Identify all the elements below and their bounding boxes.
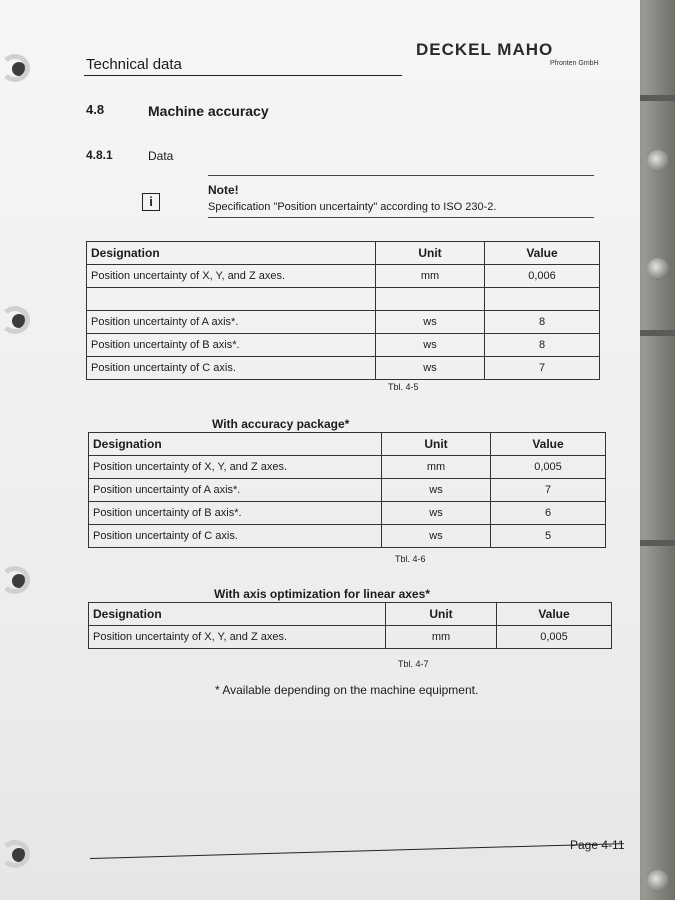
accuracy-table-package — [88, 432, 606, 548]
table-row — [89, 525, 606, 548]
value-cell: 6 — [491, 502, 606, 525]
accuracy-table-optimization — [88, 602, 612, 649]
designation-cell: Position uncertainty of C axis. — [87, 357, 376, 380]
designation-cell: Position uncertainty of B axis*. — [89, 502, 382, 525]
note-text: Specification "Position uncertainty" according to ISO 230-2. — [208, 201, 497, 213]
unit-cell — [376, 288, 485, 311]
unit-cell: ws — [382, 502, 491, 525]
unit-cell: mm — [376, 265, 485, 288]
table-row — [87, 334, 600, 357]
column-header: Unit — [376, 242, 485, 265]
designation-cell: Position uncertainty of X, Y, and Z axes. — [87, 265, 376, 288]
value-cell: 0,006 — [485, 265, 600, 288]
designation-cell: Position uncertainty of X, Y, and Z axes. — [89, 456, 382, 479]
table-header-row — [87, 242, 600, 265]
brand-logo: DECKEL MAHO — [416, 40, 554, 59]
table-row — [87, 288, 600, 311]
designation-cell: Position uncertainty of C axis. — [89, 525, 382, 548]
header-rule — [84, 75, 402, 76]
value-cell: 5 — [491, 525, 606, 548]
footnote: * Available depending on the machine equipment. — [215, 683, 479, 697]
unit-cell: ws — [376, 311, 485, 334]
value-cell: 7 — [491, 479, 606, 502]
subsection-number: 4.8.1 — [86, 148, 113, 162]
column-header: Value — [485, 242, 600, 265]
table-row — [89, 502, 606, 525]
table-header-row — [89, 433, 606, 456]
column-header: Designation — [89, 433, 382, 456]
binder-ring-icon — [0, 54, 30, 82]
unit-cell: ws — [376, 357, 485, 380]
table-caption: Tbl. 4-5 — [388, 382, 419, 392]
bolt-icon — [647, 870, 669, 892]
brand-subtitle: Pfronten GmbH — [550, 60, 599, 67]
unit-cell: ws — [382, 479, 491, 502]
page-number: Page 4-11 — [570, 838, 625, 852]
value-cell: 0,005 — [497, 626, 612, 649]
section-number: 4.8 — [86, 102, 105, 117]
table-row — [87, 265, 600, 288]
column-header: Value — [497, 603, 612, 626]
table-row — [87, 357, 600, 380]
designation-cell: Position uncertainty of A axis*. — [89, 479, 382, 502]
binder-ring-icon — [0, 306, 30, 334]
value-cell: 7 — [485, 357, 600, 380]
table-caption: Tbl. 4-7 — [398, 659, 429, 669]
bolt-icon — [647, 258, 669, 280]
column-header: Designation — [89, 603, 386, 626]
designation-cell: Position uncertainty of X, Y, and Z axes. — [89, 626, 386, 649]
unit-cell: mm — [382, 456, 491, 479]
note-heading: Note! — [208, 183, 239, 197]
info-icon: i — [142, 193, 160, 211]
column-header: Designation — [87, 242, 376, 265]
unit-cell: mm — [386, 626, 497, 649]
table-title: With accuracy package* — [212, 417, 350, 431]
unit-cell: ws — [376, 334, 485, 357]
table-caption: Tbl. 4-6 — [395, 554, 426, 564]
column-header: Unit — [386, 603, 497, 626]
column-header: Value — [491, 433, 606, 456]
table-row — [87, 311, 600, 334]
value-cell: 0,005 — [491, 456, 606, 479]
binder-ring-icon — [0, 840, 30, 868]
bolt-icon — [647, 150, 669, 172]
column-header: Unit — [382, 433, 491, 456]
designation-cell — [87, 288, 376, 311]
section-title: Machine accuracy — [148, 103, 269, 119]
note-top-rule — [208, 175, 594, 176]
table-title: With axis optimization for linear axes* — [214, 587, 430, 601]
note-bottom-rule — [208, 217, 594, 218]
binder-ring-icon — [0, 566, 30, 594]
value-cell — [485, 288, 600, 311]
value-cell: 8 — [485, 334, 600, 357]
accuracy-table-standard — [86, 241, 600, 380]
value-cell: 8 — [485, 311, 600, 334]
footer-rule — [90, 843, 624, 859]
unit-cell: ws — [382, 525, 491, 548]
table-row — [89, 456, 606, 479]
designation-cell: Position uncertainty of B axis*. — [87, 334, 376, 357]
designation-cell: Position uncertainty of A axis*. — [87, 311, 376, 334]
table-row — [89, 626, 612, 649]
header-title: Technical data — [86, 56, 182, 73]
table-header-row — [89, 603, 612, 626]
subsection-title: Data — [148, 149, 174, 163]
table-row — [89, 479, 606, 502]
